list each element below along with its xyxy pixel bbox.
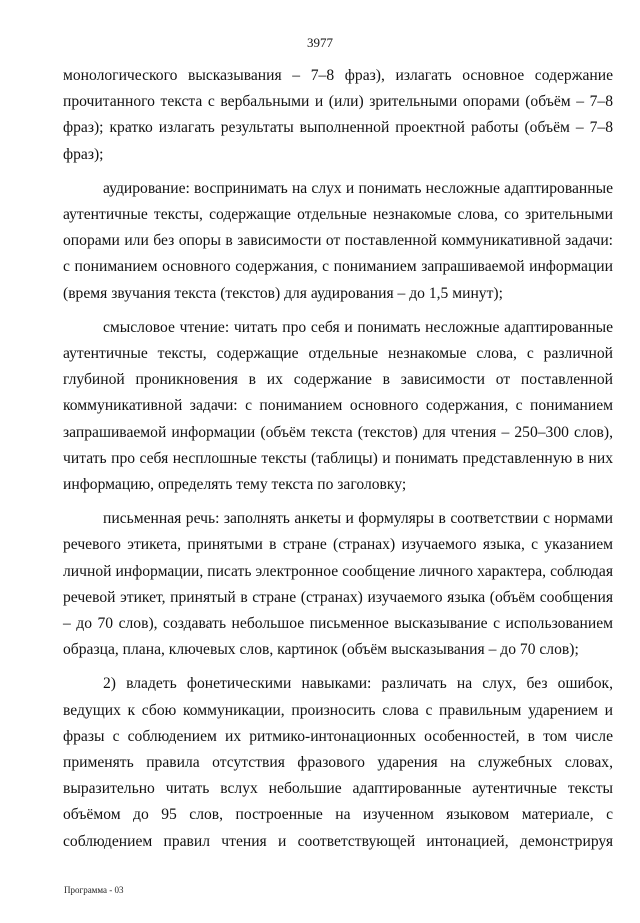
page-number: 3977 bbox=[307, 35, 333, 50]
footer-label: Программа - 03 bbox=[64, 885, 124, 895]
document-body bbox=[63, 63, 613, 863]
paragraph-writing: письменная речь: заполнять анкеты и формуляры в соответствии с нормами речевого этикета, принятыми в стране (странах) изучаемого языка, с указанием личной информации, писать электронное сообщение личного характера, соблюдая речевой этикет, принятый в стране (странах) изучаемого языка (объём сообщения – до 70 слов), создавать небольшое письменное высказывание с использованием образца, плана, ключевых слов, картинок (объём высказывания – до 70 слов); bbox=[63, 510, 613, 659]
paragraph-listening: аудирование: воспринимать на слух и понимать несложные адаптированные аутентичные тексты, содержащие отдельные незнакомые слова, со зрительными опорами или без опоры в зависимости от поставленной коммуникативной задачи: с пониманием основного содержания, с пониманием запрашиваемой информации (время звучания текста (текстов) для аудирования – до 1,5 минут); bbox=[63, 179, 613, 302]
paragraph-reading: смысловое чтение: читать про себя и понимать несложные адаптированные аутентичные тексты, содержащие отдельные незнакомые слова, с различной глубиной проникновения в их содержание в зависимости от поставленной коммуникативной задачи: с пониманием основного содержания, с пониманием запрашиваемой информации (объём текста (текстов) для чтения – 250–300 слов), читать про себя несплошные тексты (таблицы) и понимать представленную в них информацию, определять тему текста по заголовку; bbox=[63, 318, 613, 494]
paragraph-monologue-continuation: монологического высказывания – 7–8 фраз), излагать основное содержание прочитанного текста с вербальными и (или) зрительными опорами (объём – 7–8 фраз); кратко излагать результаты выполненной проектной работы (объём – 7–8 фраз); bbox=[63, 67, 613, 163]
paragraph-phonetics: 2) владеть фонетическими навыками: различать на слух, без ошибок, ведущих к сбою коммуникации, произносить слова с правильным ударением и фразы с соблюдением их ритмико-интонационных особенностей, в том числе применять правила отсутствия фразового ударения на служебных словах, выразительно читать вслух небольшие адаптированные аутентичные тексты объёмом до 95 слов, построенные на изученном языковом материале, с соблюдением правил чтения и соответствующей интонацией, демонстрируя bbox=[63, 675, 613, 850]
